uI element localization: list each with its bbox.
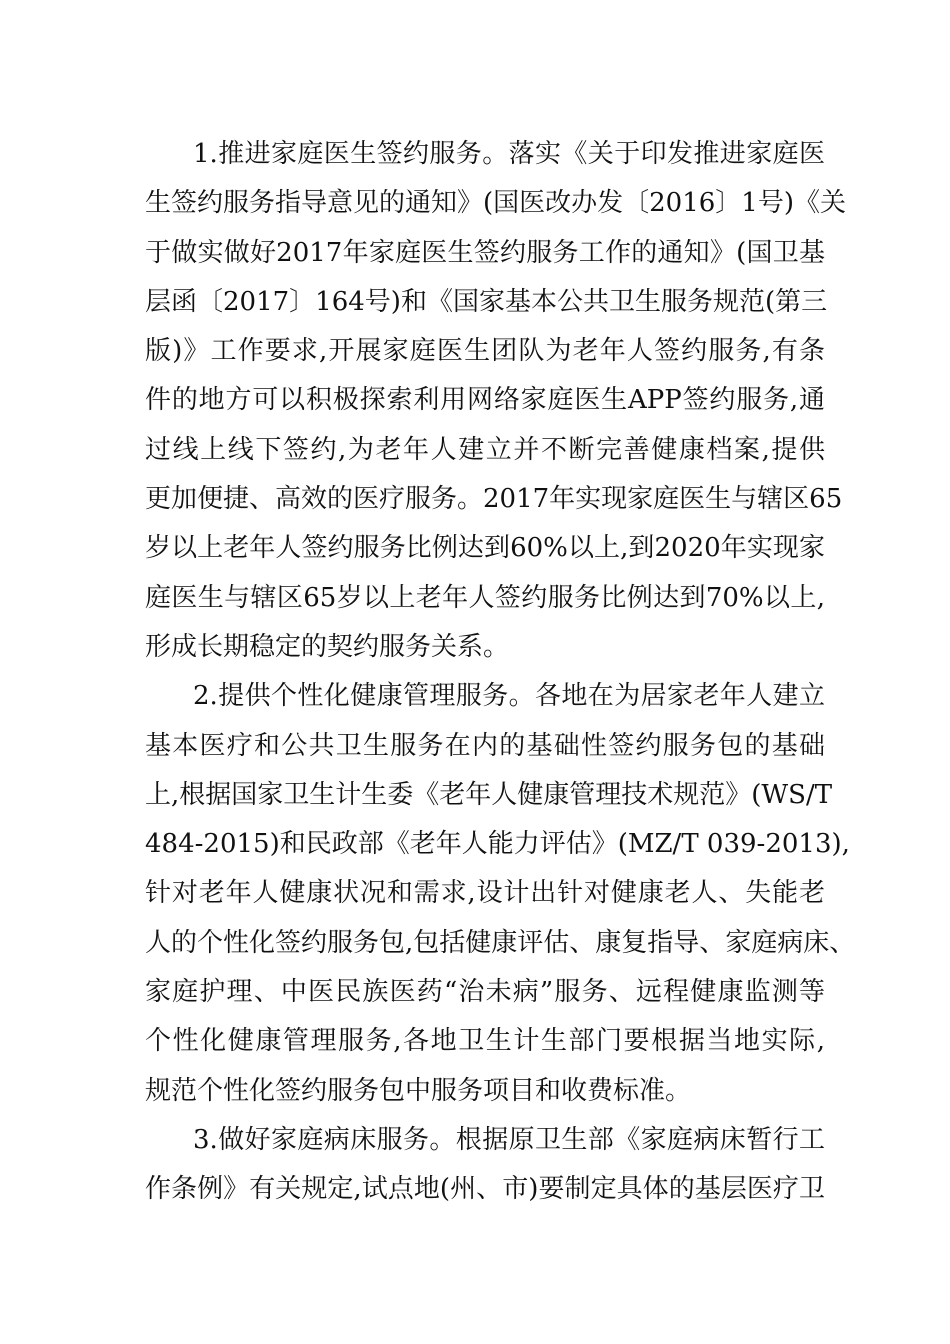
paragraph-first-line: 2.提供个性化健康管理服务。各地在为居家老年人建立 — [193, 681, 825, 712]
paragraph-first-line: 1.推进家庭医生签约服务。落实《关于印发推进家庭医 — [193, 139, 825, 169]
text-line: 更加便捷、高效的医疗服务。2017年实现家庭医生与辖区65 — [145, 484, 843, 515]
text-line: 家庭护理、中医民族医药“治未病”服务、远程健康监测等 — [145, 977, 825, 1008]
text-line: 版)》工作要求,开展家庭医生团队为老年人签约服务,有条 — [145, 336, 825, 367]
text-line: 件的地方可以积极探索利用网络家庭医生APP签约服务,通 — [145, 385, 825, 416]
body-text — [145, 130, 856, 1215]
paragraph-first-line: 3.做好家庭病床服务。根据原卫生部《家庭病床暂行工 — [193, 1124, 825, 1155]
text-line: 岁以上老年人签约服务比例达到60%以上,到2020年实现家 — [145, 533, 825, 564]
text-line: 规范个性化签约服务包中服务项目和收费标准。 — [145, 1075, 692, 1106]
text-line: 484-2015)和民政部《老年人能力评估》(MZ/T 039-2013), — [145, 829, 850, 860]
text-line: 个性化健康管理服务,各地卫生计生部门要根据当地实际, — [145, 1026, 825, 1057]
text-line: 作条例》有关规定,试点地(州、市)要制定具体的基层医疗卫 — [145, 1174, 825, 1205]
text-line: 过线上线下签约,为老年人建立并不断完善健康档案,提供 — [145, 434, 825, 465]
text-line: 针对老年人健康状况和需求,设计出针对健康老人、失能老 — [145, 878, 825, 909]
text-line: 于做实做好2017年家庭医生签约服务工作的通知》(国卫基 — [145, 237, 825, 268]
text-line: 人的个性化签约服务包,包括健康评估、康复指导、家庭病床、 — [145, 927, 856, 958]
text-line: 形成长期稳定的契约服务关系。 — [145, 631, 510, 662]
text-line: 上,根据国家卫生计生委《老年人健康管理技术规范》(WS/T — [145, 779, 833, 810]
text-line: 生签约服务指导意见的通知》(国医改办发〔2016〕1号)《关 — [145, 188, 846, 219]
text-line: 层函〔2017〕164号)和《国家基本公共卫生服务规范(第三 — [145, 286, 828, 317]
text-line: 基本医疗和公共卫生服务在内的基础性签约服务包的基础 — [145, 730, 825, 761]
text-line: 庭医生与辖区65岁以上老年人签约服务比例达到70%以上, — [145, 582, 825, 613]
